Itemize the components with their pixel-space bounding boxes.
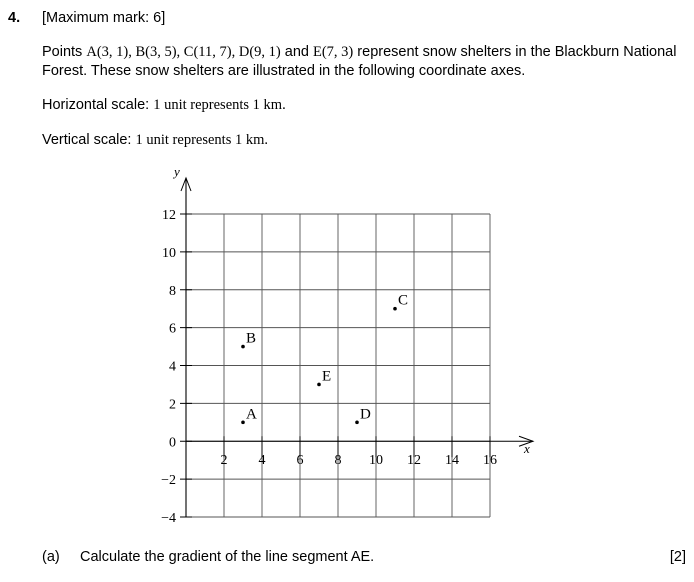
- x-tick-label: 4: [258, 453, 266, 468]
- x-tick-label: 16: [483, 453, 497, 468]
- y-axis-label: y: [174, 164, 180, 179]
- points-list: A(3, 1), B(3, 5), C(11, 7), D(9, 1): [86, 44, 281, 60]
- question-number: 4.: [8, 10, 21, 26]
- y-tick-label: 10: [162, 245, 176, 261]
- intro-and: and: [284, 44, 309, 60]
- part-a-label: (a): [42, 549, 60, 565]
- maximum-mark: [Maximum mark: 6]: [42, 10, 166, 26]
- y-tick-label: 8: [169, 283, 176, 299]
- horizontal-scale-value: 1 unit represents 1 km.: [153, 97, 286, 113]
- x-tick-label: 6: [296, 453, 304, 468]
- x-axis-label: x: [524, 441, 530, 456]
- point-e-label: E: [322, 368, 332, 385]
- point-c-label: C: [398, 292, 409, 309]
- x-tick-label: 10: [369, 453, 383, 468]
- x-tick-label: 14: [445, 453, 459, 468]
- point-a-marker: [241, 421, 245, 425]
- point-d-label: D: [360, 406, 371, 423]
- y-tick-label: 2: [169, 397, 176, 413]
- x-tick-label: 8: [334, 453, 342, 468]
- y-tick-label: 12: [162, 208, 176, 223]
- vertical-scale-prefix: Vertical scale:: [42, 132, 132, 148]
- x-tick-label: 12: [407, 453, 421, 468]
- vertical-scale-value: 1 unit represents 1 km.: [135, 132, 268, 148]
- point-e: E(7, 3): [313, 44, 354, 60]
- horizontal-scale-prefix: Horizontal scale:: [42, 97, 150, 113]
- y-tick-label: 6: [169, 321, 176, 337]
- intro-prefix: Points: [42, 44, 83, 60]
- part-a-marks: [2]: [669, 549, 686, 565]
- point-d-marker: [355, 421, 359, 425]
- y-tick-label: 0: [169, 435, 176, 451]
- point-c-marker: [393, 307, 397, 311]
- y-tick-label: 4: [169, 359, 176, 375]
- point-b-marker: [241, 345, 245, 349]
- y-tick-label: −2: [161, 473, 176, 489]
- intro-suffix: represent snow shelters in the Blackburn National Forest. These snow shelters are illustrated in the following coordinate axes.: [42, 44, 677, 79]
- point-b-label: B: [246, 330, 257, 347]
- y-tick-label: −4: [161, 511, 176, 526]
- x-tick-label: 2: [220, 453, 228, 468]
- part-a-text: [80, 549, 374, 565]
- point-e-marker: [317, 383, 321, 387]
- part-a-question: Calculate the gradient of the line segment AE.: [80, 549, 375, 565]
- point-a-label: A: [246, 406, 257, 423]
